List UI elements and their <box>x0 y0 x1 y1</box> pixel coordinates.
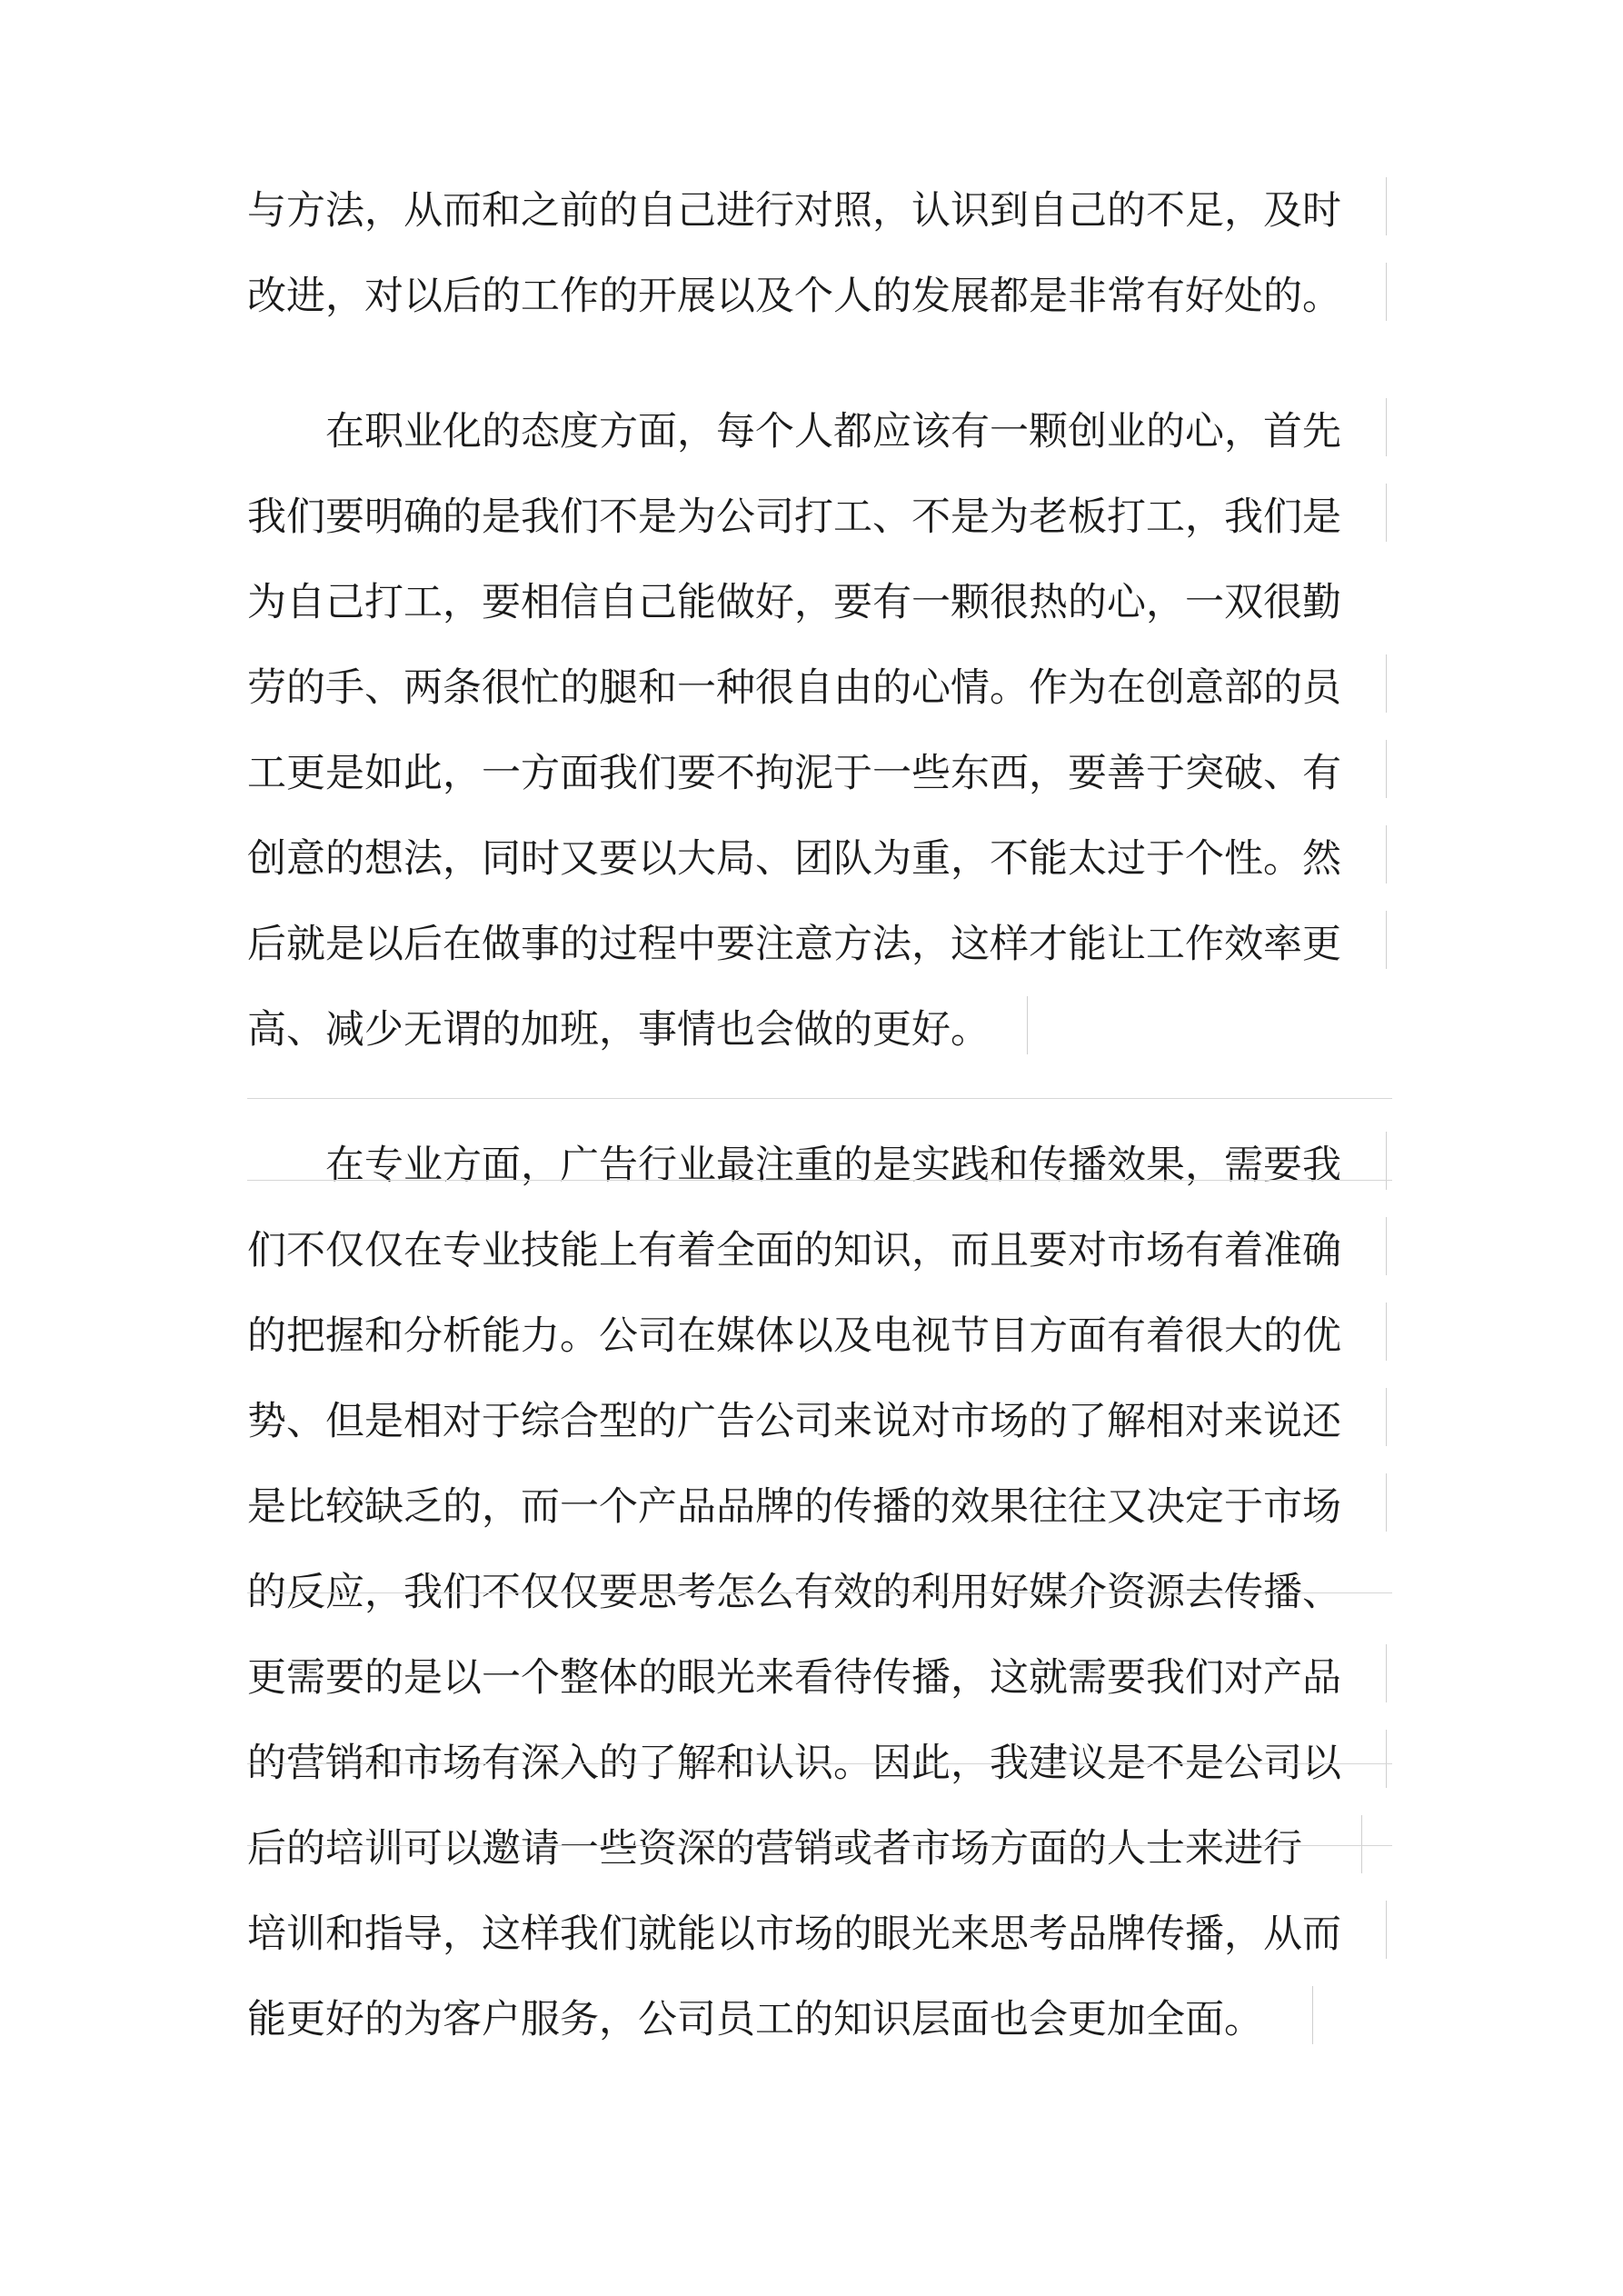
text-line: 后就是以后在做事的过程中要注意方法，这样才能让工作效率更 <box>247 902 1399 987</box>
text-line: 能更好的为客户服务，公司员工的知识层面也会更加全面。 <box>247 1977 1399 2062</box>
text-line: 与方法，从而和之前的自己进行对照，认识到自己的不足，及时 <box>247 168 1399 254</box>
text-line: 创意的想法，同时又要以大局、团队为重，不能太过于个性。然 <box>247 816 1399 902</box>
line-separator <box>247 1763 1392 1764</box>
line-separator <box>247 1592 1392 1593</box>
text-line: 是比较缺乏的，而一个产品品牌的传播的效果往往又决定于市场 <box>247 1464 1399 1550</box>
text-line: 更需要的是以一个整体的眼光来看待传播，这就需要我们对产品 <box>247 1635 1399 1721</box>
text-line: 的营销和市场有深入的了解和认识。因此，我建议是不是公司以 <box>247 1721 1399 1806</box>
text-line: 培训和指导，这样我们就能以市场的眼光来思考品牌传播，从而 <box>247 1892 1399 1977</box>
text-line: 为自己打工，要相信自己能做好，要有一颗很热的心，一双很勤 <box>247 580 1341 625</box>
paragraph-2 <box>247 389 1399 1073</box>
text-line: 后的培训可以邀请一些资深的营销或者市场方面的人士来进行 <box>247 1806 1399 1892</box>
text-line: 们不仅仅在专业技能上有着全面的知识，而且要对市场有着准确 <box>247 1208 1399 1293</box>
text-line: 我们要明确的是我们不是为公司打工、不是为老板打工，我们是 <box>247 474 1399 560</box>
text-line: 的反应，我们不仅仅要思考怎么有效的利用好媒介资源去传播、 <box>247 1570 1341 1615</box>
text-line: 在职业化的态度方面，每个人都应该有一颗创业的心，首先 <box>247 389 1399 474</box>
text-line: 势、但是相对于综合型的广告公司来说对市场的了解相对来说还 <box>247 1379 1399 1464</box>
line-separator <box>247 1098 1392 1099</box>
text-line: 的把握和分析能力。公司在媒体以及电视节目方面有着很大的优 <box>247 1293 1399 1379</box>
line-separator <box>247 1180 1392 1181</box>
text-line: 高、减少无谓的加班，事情也会做的更好。 <box>247 987 1399 1073</box>
body-text <box>247 168 1399 2112</box>
text-line: 劳的手、两条很忙的腿和一种很自由的心情。作为在创意部的员 <box>247 645 1399 731</box>
paragraph-1 <box>247 168 1399 339</box>
text-line: 改进，对以后的工作的开展以及个人的发展都是非常有好处的。 <box>247 254 1399 339</box>
text-line: 工更是如此，一方面我们要不拘泥于一些东西，要善于突破、有 <box>247 731 1399 816</box>
text-line: 在专业方面，广告行业最注重的是实践和传播效果，需要我 <box>247 1123 1399 1208</box>
line-separator <box>247 1845 1392 1846</box>
